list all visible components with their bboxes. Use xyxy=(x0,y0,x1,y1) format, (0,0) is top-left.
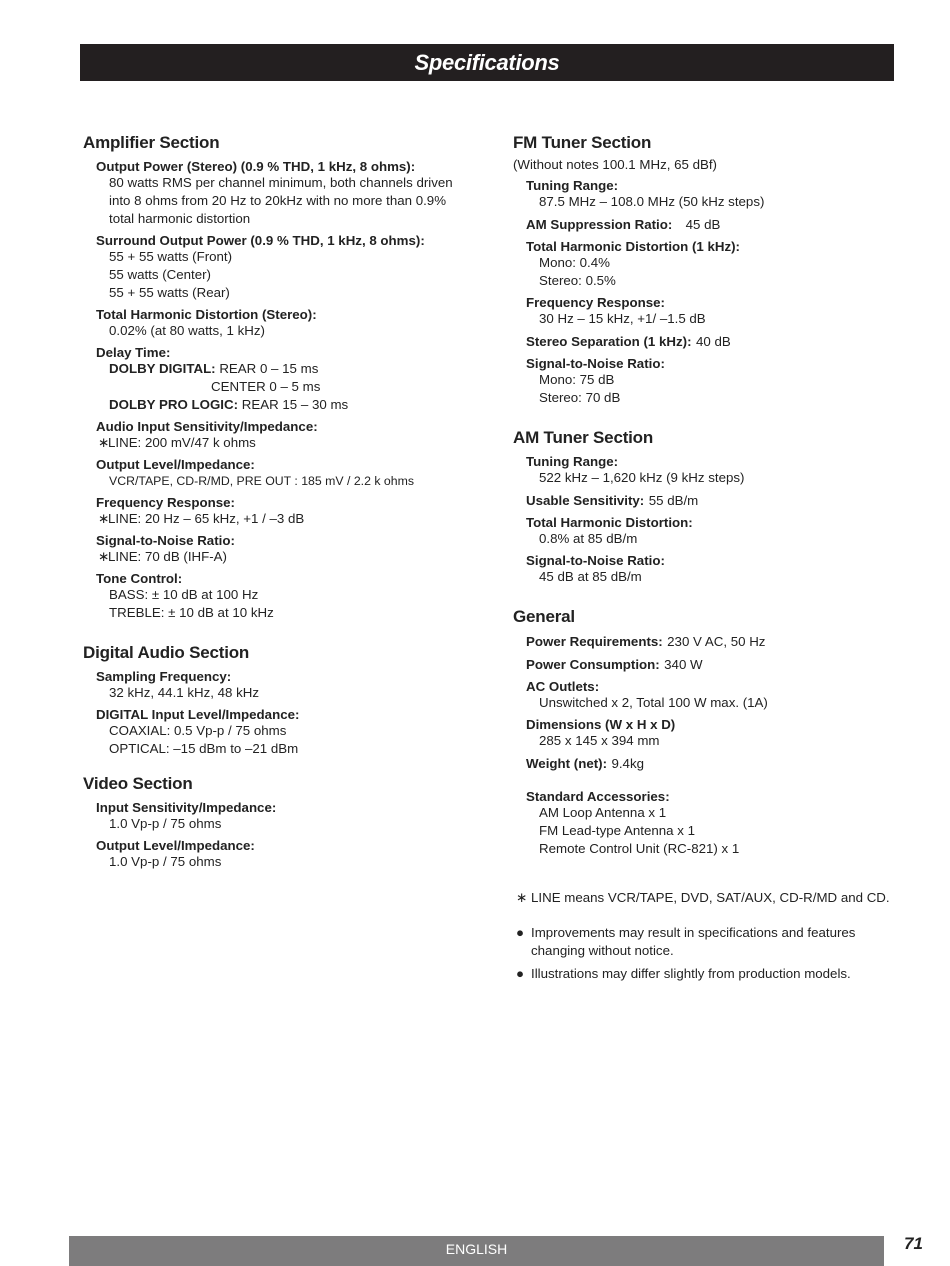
weight-spec xyxy=(526,755,908,773)
spec-value: LINE: 200 mV/47 k ohms xyxy=(108,435,256,450)
spec-value: 0.02% (at 80 watts, 1 kHz) xyxy=(109,323,265,338)
am-snr-spec xyxy=(526,553,908,586)
spec-label: Tuning Range: xyxy=(526,454,619,469)
spec-value: 45 dB xyxy=(685,217,721,232)
spec-value: 55 watts (Center) xyxy=(109,267,211,282)
spec-label: Total Harmonic Distortion (1 kHz): xyxy=(526,239,740,254)
power-consumption-spec xyxy=(526,656,908,674)
digital-input-spec xyxy=(96,707,483,758)
stereo-separation-spec xyxy=(526,333,908,351)
spec-label: Weight (net): xyxy=(526,756,607,771)
spec-value: 30 Hz – 15 kHz, +1/ –1.5 dB xyxy=(539,311,706,326)
spec-value: REAR 15 – 30 ms xyxy=(241,397,349,412)
right-column xyxy=(513,133,908,988)
spec-value: 1.0 Vp-p / 75 ohms xyxy=(109,816,222,831)
note-text: Illustrations may differ slightly from production models. xyxy=(531,966,851,981)
asterisk-marker: ∗ xyxy=(98,435,110,450)
spec-label: Audio Input Sensitivity/Impedance: xyxy=(96,419,318,434)
bullet-icon: ● xyxy=(516,925,525,940)
spec-value: 40 dB xyxy=(695,334,731,349)
sampling-frequency-spec xyxy=(96,669,483,702)
spec-label: Stereo Separation (1 kHz): xyxy=(526,334,692,349)
spec-value: into 8 ohms from 20 Hz to 20kHz with no more than 0.9% xyxy=(109,193,447,208)
page-title: Specifications xyxy=(80,44,894,81)
spec-value: 1.0 Vp-p / 75 ohms xyxy=(109,854,222,869)
spec-value: Remote Control Unit (RC-821) x 1 xyxy=(539,841,740,856)
spec-label: Signal-to-Noise Ratio: xyxy=(526,553,665,568)
spec-label: Delay Time: xyxy=(96,345,171,360)
asterisk-marker: ∗ xyxy=(516,890,528,905)
page-number: 71 xyxy=(904,1234,923,1253)
spec-label: Surround Output Power (0.9 % THD, 1 kHz, 8 ohms): xyxy=(96,233,425,248)
note-text: LINE means VCR/TAPE, DVD, SAT/AUX, CD-R/MD and CD. xyxy=(531,890,890,905)
spec-label: Sampling Frequency: xyxy=(96,669,232,684)
spec-value: Stereo: 0.5% xyxy=(539,273,616,288)
spec-value: FM Lead-type Antenna x 1 xyxy=(539,823,695,838)
usable-sensitivity-spec xyxy=(526,492,908,510)
am-tuner-section-title: AM Tuner Section xyxy=(513,428,654,447)
spec-value: Mono: 0.4% xyxy=(539,255,610,270)
spec-value: 285 x 145 x 394 mm xyxy=(539,733,660,748)
am-thd-spec xyxy=(526,515,908,548)
spec-value: AM Loop Antenna x 1 xyxy=(539,805,667,820)
audio-input-spec xyxy=(96,419,483,452)
spec-value: 9.4kg xyxy=(611,756,644,771)
am-suppression-spec xyxy=(526,216,908,234)
note-text: Improvements may result in specifications and features changing without notice. xyxy=(531,925,856,958)
spec-value: OPTICAL: –15 dBm to –21 dBm xyxy=(109,741,299,756)
note-item xyxy=(516,965,908,983)
fm-frequency-response-spec xyxy=(526,295,908,328)
spec-label: Input Sensitivity/Impedance: xyxy=(96,800,277,815)
digital-audio-section-title: Digital Audio Section xyxy=(83,643,250,662)
spec-label: Signal-to-Noise Ratio: xyxy=(96,533,235,548)
spec-label: Usable Sensitivity: xyxy=(526,493,645,508)
video-output-spec xyxy=(96,838,483,871)
general-section-title: General xyxy=(513,607,575,626)
spec-label: Output Power (Stereo) (0.9 % THD, 1 kHz, 8 ohms): xyxy=(96,159,416,174)
fm-tuning-range-spec xyxy=(526,178,908,211)
spec-value: COAXIAL: 0.5 Vp-p / 75 ohms xyxy=(109,723,287,738)
spec-value: 80 watts RMS per channel minimum, both channels driven xyxy=(109,175,453,190)
frequency-response-spec xyxy=(96,495,483,528)
spec-value: BASS: ± 10 dB at 100 Hz xyxy=(109,587,259,602)
fm-thd-spec xyxy=(526,239,908,290)
footer-language-bar: ENGLISH xyxy=(69,1236,884,1266)
spec-label: Signal-to-Noise Ratio: xyxy=(526,356,665,371)
output-level-spec xyxy=(96,457,483,490)
spec-value: 230 V AC, 50 Hz xyxy=(667,634,766,649)
spec-label: Output Level/Impedance: xyxy=(96,457,255,472)
snr-spec xyxy=(96,533,483,566)
spec-label: AC Outlets: xyxy=(526,679,600,694)
spec-value: 32 kHz, 44.1 kHz, 48 kHz xyxy=(109,685,260,700)
standard-accessories-spec xyxy=(526,789,908,858)
spec-value: 0.8% at 85 dB/m xyxy=(539,531,638,546)
spec-value: 87.5 MHz – 108.0 MHz (50 kHz steps) xyxy=(539,194,765,209)
surround-power-spec xyxy=(96,233,483,302)
thd-stereo-spec xyxy=(96,307,483,340)
spec-label: AM Suppression Ratio: xyxy=(526,217,673,232)
spec-label: Dimensions (W x H x D) xyxy=(526,717,676,732)
spec-label: Tone Control: xyxy=(96,571,183,586)
left-column xyxy=(83,133,483,876)
spec-value: LINE: 70 dB (IHF-A) xyxy=(108,549,227,564)
spec-label: Output Level/Impedance: xyxy=(96,838,255,853)
spec-label: Total Harmonic Distortion: xyxy=(526,515,693,530)
delay-time-spec xyxy=(96,345,483,414)
spec-value: TREBLE: ± 10 dB at 10 kHz xyxy=(109,605,274,620)
spec-value: 522 kHz – 1,620 kHz (9 kHz steps) xyxy=(539,470,745,485)
spec-value: 55 + 55 watts (Rear) xyxy=(109,285,230,300)
spec-label: Power Consumption: xyxy=(526,657,660,672)
tone-control-spec xyxy=(96,571,483,622)
am-tuning-range-spec xyxy=(526,454,908,487)
spec-value: 45 dB at 85 dB/m xyxy=(539,569,642,584)
fm-snr-spec xyxy=(526,356,908,407)
output-power-spec xyxy=(96,159,483,228)
spec-value: Unswitched x 2, Total 100 W max. (1A) xyxy=(539,695,768,710)
video-input-spec xyxy=(96,800,483,833)
asterisk-marker: ∗ xyxy=(98,549,110,564)
spec-value: VCR/TAPE, CD-R/MD, PRE OUT : 185 mV / 2.2 k ohms xyxy=(109,474,414,488)
spec-value: 55 dB/m xyxy=(648,493,699,508)
note-item xyxy=(516,889,908,907)
spec-value: total harmonic distortion xyxy=(109,211,251,226)
video-section-title: Video Section xyxy=(83,774,193,793)
asterisk-marker: ∗ xyxy=(98,511,110,526)
spec-label: Tuning Range: xyxy=(526,178,619,193)
spec-label: Total Harmonic Distortion (Stereo): xyxy=(96,307,317,322)
spec-label: DIGITAL Input Level/Impedance: xyxy=(96,707,300,722)
bullet-icon: ● xyxy=(516,966,525,981)
fm-section-note: (Without notes 100.1 MHz, 65 dBf) xyxy=(513,157,717,172)
spec-value: Stereo: 70 dB xyxy=(539,390,621,405)
amplifier-section-title: Amplifier Section xyxy=(83,133,220,152)
dolby-digital-label: DOLBY DIGITAL: xyxy=(109,361,216,376)
ac-outlets-spec xyxy=(526,679,908,712)
spec-value: LINE: 20 Hz – 65 kHz, +1 / –3 dB xyxy=(108,511,305,526)
spec-value: Mono: 75 dB xyxy=(539,372,615,387)
dolby-pro-logic-label: DOLBY PRO LOGIC: xyxy=(109,397,239,412)
spec-label: Standard Accessories: xyxy=(526,789,670,804)
notes-list xyxy=(516,889,908,983)
note-item xyxy=(516,924,908,960)
dimensions-spec xyxy=(526,717,908,750)
spec-value: REAR 0 – 15 ms xyxy=(219,361,319,376)
fm-tuner-section-title: FM Tuner Section xyxy=(513,133,652,152)
spec-label: Frequency Response: xyxy=(526,295,665,310)
spec-value: CENTER 0 – 5 ms xyxy=(211,379,321,394)
spec-label: Frequency Response: xyxy=(96,495,235,510)
power-requirements-spec xyxy=(526,633,908,651)
spec-value: 340 W xyxy=(664,657,703,672)
spec-label: Power Requirements: xyxy=(526,634,663,649)
spec-value: 55 + 55 watts (Front) xyxy=(109,249,233,264)
